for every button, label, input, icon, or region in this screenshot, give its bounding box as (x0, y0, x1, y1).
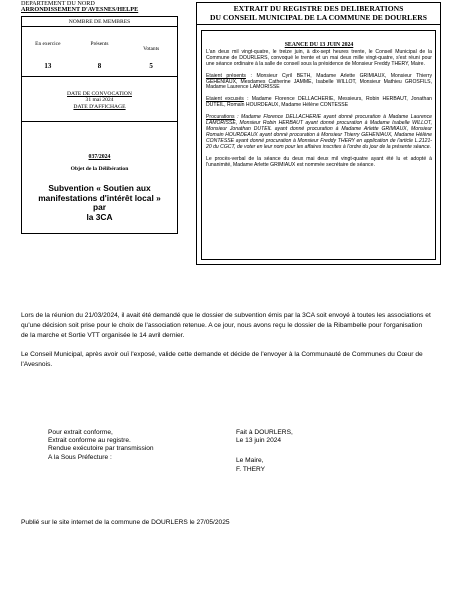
certification-line: Rendue exécutoire par transmission (48, 445, 154, 453)
members-title: NOMBRE DE MEMBRES (22, 17, 177, 27)
convocation-section (22, 77, 177, 122)
convocation-label: DATE DE CONVOCATION (67, 91, 132, 97)
extract-title-line: EXTRAIT DU REGISTRE DES DELIBERATIONS (233, 4, 404, 13)
members-grid (22, 27, 177, 77)
deliberation-subject-line: la 3CA (86, 211, 113, 222)
deliberation-body (21, 311, 431, 380)
seance-date: SEANCE DU 13 JUIN 2024 (284, 42, 354, 48)
deliberation-subject-line: Subvention « Soutien aux (48, 183, 151, 193)
certification-block (48, 429, 218, 462)
signature-block (236, 429, 386, 474)
publication-note: Publié sur le site internet de la commune de DOURLERS le 27/05/2025 (21, 519, 230, 526)
signature-role: Le Maire, (236, 457, 264, 465)
excuses-label: Etaient excusés (206, 96, 244, 103)
extract-box (196, 2, 441, 265)
presents-text: : Monsieur Cyril BETH, Madame Arlette GRIMIAUX, Monsieur Thierry GEHENIAUX, Mesdames Catherine JAMME, Isabelle WILLOT, Monsieur Mathieu GROSFILS, Madame Laurence LAMORISSE (206, 72, 433, 91)
members-value-en-exercice: 13 (22, 61, 74, 77)
certification-line: Pour extrait conforme, (48, 429, 113, 436)
pv-paragraph: Le procès-verbal de la séance du deux mai deux mil vingt-quatre ayant été lu et adopté à l'unanimité, Madame Arlette GRIMIAUX est nommée secrétaire de séance. (206, 155, 432, 168)
signature-place: Fait à DOURLERS, (236, 429, 293, 436)
deliberation-section (22, 122, 177, 222)
members-header-presents: Présents (90, 41, 109, 47)
signature-name: F. THERY (236, 465, 266, 473)
procurations-text: : Madame Florence DELLACHERIE ayant donné procuration à Madame Laurence LAMORISSE, Monsieur Robin HERBAUT ayant donné procuration à Madame Isabelle WILLOT, Monsieur Jonathan DUTEIL ayant donné procuration à Madame Arlette GRIMIAUX, Monsieur Romain HOURDEAUX ayant donné procuration à Monsieur Thierry GEHENIAUX, Madame Hélène CONTESSE ayant donné procuration à Monsieur Freddy THERY en application de l'article L.2121-20 du CGCT, de voter en leur nom pour les affaires inscrites à l'ordre du jour de la présente séance. (206, 114, 432, 150)
extract-body (201, 30, 436, 260)
extract-title-line: DU CONSEIL MUNICIPAL DE LA COMMUNE DE DOURLERS (210, 13, 427, 22)
deliberation-object-label: Objet de la Délibération (70, 166, 129, 172)
presents-paragraph (206, 74, 432, 92)
deliberation-number: 037/2024 (88, 154, 111, 160)
presents-label: Etaient présents (206, 72, 246, 79)
procurations-paragraph (206, 115, 432, 150)
certification-line: A la Sous Préfecture : (48, 453, 112, 461)
excuses-paragraph (206, 97, 432, 109)
excuses-text: : Madame Florence DELLACHERIE, Messieurs, Robin HERBAUT, Jonathan DUTEIL, Romain HOURDEAUX, Madame Hélène CONTESSE (206, 96, 432, 109)
affichage-label: DATE D'AFFICHAGE (73, 103, 126, 110)
signature-date: Le 13 juin 2024 (236, 437, 282, 445)
arrondissement-name: ARRONDISSEMENT D'AVESNES/HELPE (21, 6, 139, 14)
deliberation-subject-line: manifestations d'intérêt local » par (38, 192, 161, 213)
department-name: DEPARTEMENT DU NORD (21, 0, 95, 7)
deliberation-info-box (21, 16, 178, 234)
deliberation-subject (22, 184, 177, 222)
convocation-date: 31 mai 2024 (85, 97, 114, 104)
members-value-presents: 8 (74, 61, 126, 77)
seance-intro: L'an deux mil vingt-quatre, le treize juin, à dix-sept heures trente, le Conseil Municipal de la Commune de DOURLERS, convoqué le trente et un mai deux mille vingt-quatre, s'est réuni pour une séance ordinaire à la salle de conseil sous la présidence de Monsieur Freddy THERY, Maire. (206, 48, 432, 67)
department-header (21, 1, 181, 14)
body-paragraph-2: Le Conseil Municipal, après avoir ouï l'exposé, valide cette demande et décide de l'envoyer à la Communauté de Communes du Cœur de l'Avesnois. (21, 351, 423, 369)
members-value-votants: 5 (125, 61, 177, 77)
members-header-en-exercice: En exercice (35, 41, 61, 47)
signature-spacer (236, 445, 386, 457)
procurations-label: Procurations (206, 114, 235, 121)
extract-title (197, 3, 440, 25)
certification-line: Extrait conforme au registre. (48, 437, 131, 445)
members-header-votants: Votants (143, 46, 160, 52)
body-paragraph-1: Lors de la réunion du 21/03/2024, il avait été demandé que le dossier de subvention émis par la 3CA soit envoyé à toutes les associations et qu'une décision soit prise pour le choix de l'association retenue. A ce jour, nous avons reçu le dossier de la Ribambelle pour l'organisation de la marche et Sortie VTT organisée le 14 avril dernier. (21, 312, 431, 339)
